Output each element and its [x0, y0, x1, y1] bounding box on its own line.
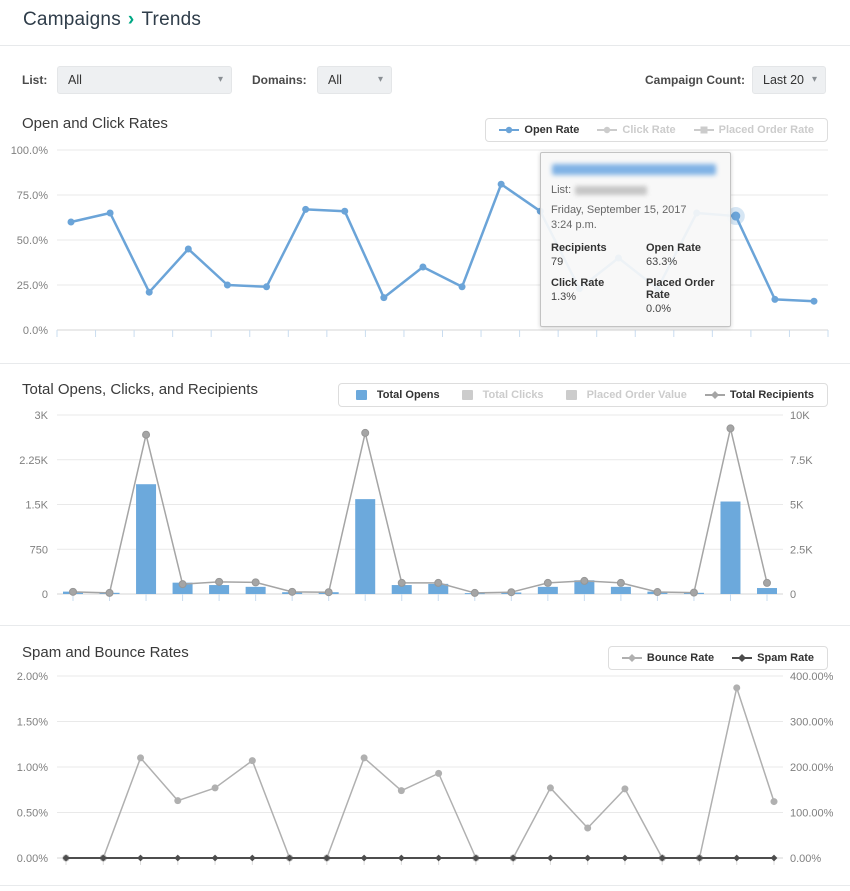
tooltip-recipients: Recipients 79: [551, 241, 607, 268]
tooltip-date-line1: Friday, September 15, 2017: [551, 204, 687, 216]
y-axis-tick-label: 0.00%: [16, 853, 48, 865]
legend-label: Click Rate: [622, 124, 676, 136]
data-point[interactable]: [547, 855, 554, 862]
legend-item-total-recipients[interactable]: [696, 389, 823, 401]
line-square-icon: [694, 125, 714, 135]
list-filter-value: All: [68, 73, 82, 87]
data-point[interactable]: [811, 298, 818, 305]
data-point[interactable]: [584, 855, 591, 862]
y-axis-right-tick-label: 10K: [790, 410, 810, 422]
data-point[interactable]: [435, 855, 442, 862]
campaign-count-value: Last 20: [763, 73, 805, 87]
data-point[interactable]: [764, 579, 771, 586]
bar: [136, 484, 156, 594]
list-filter-label: List:: [22, 73, 48, 87]
series-line: [73, 428, 767, 593]
chart3-legend: [608, 646, 828, 670]
legend-item-total-clicks[interactable]: [449, 389, 553, 401]
data-point[interactable]: [249, 757, 256, 764]
domains-filter-select[interactable]: [317, 66, 392, 94]
data-point[interactable]: [249, 855, 256, 862]
data-point[interactable]: [107, 210, 114, 217]
bar: [355, 499, 375, 594]
square-icon: [562, 390, 582, 400]
y-axis-right-tick-label: 200.00%: [790, 762, 834, 774]
chart3-title: Spam and Bounce Rates: [22, 644, 189, 661]
y-axis-tick-label: 1.50%: [16, 716, 48, 729]
bar: [538, 587, 558, 594]
legend-item-placed-order-rate[interactable]: [685, 124, 823, 136]
data-point[interactable]: [70, 588, 77, 595]
square-icon: [458, 390, 478, 400]
data-point[interactable]: [146, 289, 153, 296]
page-bottom-divider: [0, 885, 850, 886]
data-point[interactable]: [106, 589, 113, 596]
data-point[interactable]: [771, 798, 778, 805]
data-point[interactable]: [398, 855, 405, 862]
data-point[interactable]: [727, 425, 734, 432]
spam-bounce-rates-chart: [0, 668, 850, 873]
data-point[interactable]: [459, 283, 466, 290]
data-point[interactable]: [380, 294, 387, 301]
data-point[interactable]: [622, 855, 629, 862]
y-axis-tick-label: 25.0%: [16, 280, 48, 292]
bar: [757, 588, 777, 594]
data-point[interactable]: [733, 684, 740, 691]
tooltip-metrics: [551, 242, 720, 315]
data-point[interactable]: [263, 283, 270, 290]
data-point[interactable]: [216, 578, 223, 585]
y-axis-tick-label: 0.50%: [16, 807, 48, 820]
bar: [246, 587, 266, 594]
domains-filter-value: All: [328, 73, 342, 87]
section-divider: [0, 625, 850, 626]
data-point[interactable]: [508, 589, 515, 596]
chart-tooltip: [540, 152, 731, 327]
campaign-count-label: Campaign Count:: [645, 73, 745, 87]
y-axis-right-tick-label: 0.00%: [790, 853, 822, 865]
breadcrumb-chevron-icon: ›: [127, 9, 135, 30]
y-axis-tick-label: 1.5K: [25, 499, 48, 512]
line-circle-icon: [499, 125, 519, 135]
tooltip-list-label: List:: [551, 184, 572, 196]
spam-rate-series: [63, 855, 778, 862]
data-point[interactable]: [435, 579, 442, 586]
legend-label: Bounce Rate: [646, 652, 715, 664]
y-axis-right-tick-label: 5K: [790, 499, 804, 512]
data-point[interactable]: [435, 770, 442, 777]
legend-label: Placed Order Rate: [718, 124, 814, 136]
data-point[interactable]: [498, 181, 505, 188]
data-point[interactable]: [471, 589, 478, 596]
data-point[interactable]: [584, 824, 591, 831]
blurred-list-name: [575, 186, 647, 195]
data-point[interactable]: [174, 797, 181, 804]
y-axis-right-tick-label: 2.5K: [790, 544, 813, 557]
total-opens-bars: [63, 484, 777, 594]
data-point[interactable]: [361, 855, 368, 862]
legend-label: Placed Order Value: [586, 389, 687, 401]
legend-label: Open Rate: [524, 124, 580, 136]
data-point[interactable]: [212, 855, 219, 862]
y-axis-tick-label: 1.00%: [16, 762, 48, 774]
bounce-rate-series: [63, 684, 778, 861]
domains-filter-label: Domains:: [252, 73, 307, 87]
y-axis-tick-label: 0: [41, 589, 48, 601]
highlighted-data-point[interactable]: [731, 212, 740, 221]
data-point[interactable]: [544, 579, 551, 586]
chart2-legend: [338, 383, 828, 407]
data-point[interactable]: [362, 429, 369, 436]
legend-item-spam-rate[interactable]: [723, 652, 823, 664]
y-axis-tick-label: 2.00%: [16, 671, 48, 683]
data-point[interactable]: [690, 589, 697, 596]
section-divider: [0, 363, 850, 364]
legend-item-click-rate[interactable]: [588, 124, 684, 136]
header-divider: [0, 45, 850, 46]
line-diamond-icon: [732, 653, 752, 663]
chevron-down-icon: ▾: [811, 74, 817, 85]
data-point[interactable]: [212, 784, 219, 791]
y-axis-right-tick-label: 300.00%: [790, 716, 834, 729]
opens-clicks-recipients-chart: [0, 405, 850, 610]
data-point[interactable]: [581, 577, 588, 584]
line-diamond-icon: [622, 653, 642, 663]
line-circle-icon: [597, 125, 617, 135]
breadcrumb-campaigns-link[interactable]: Campaigns: [23, 9, 121, 30]
data-point[interactable]: [771, 855, 778, 862]
bar: [611, 587, 631, 594]
legend-item-total-opens[interactable]: [343, 389, 449, 401]
legend-item-open-rate[interactable]: [490, 124, 588, 136]
blurred-campaign-title: [552, 164, 716, 175]
y-axis-right-tick-label: 7.5K: [790, 454, 813, 467]
data-point[interactable]: [771, 296, 778, 303]
chevron-down-icon: ▾: [217, 74, 223, 85]
legend-label: Total Opens: [376, 389, 440, 401]
y-axis-tick-label: 2.25K: [19, 454, 48, 467]
data-point[interactable]: [341, 208, 348, 215]
data-point[interactable]: [137, 754, 144, 761]
y-axis-right-tick-label: 100.00%: [790, 807, 834, 820]
total-recipients-series: [70, 425, 771, 597]
data-point[interactable]: [289, 588, 296, 595]
tooltip-list-row: [551, 184, 720, 196]
data-point[interactable]: [302, 206, 309, 213]
list-filter-select[interactable]: [57, 66, 232, 94]
page-title: Trends: [141, 9, 202, 30]
legend-item-bounce-rate[interactable]: [613, 652, 723, 664]
series-line: [66, 688, 774, 858]
tooltip-time: 3:24 p.m.: [551, 218, 597, 231]
tooltip-date: [551, 203, 720, 233]
data-point[interactable]: [621, 785, 628, 792]
y-axis-tick-label: 75.0%: [16, 190, 48, 202]
y-axis-tick-label: 50.0%: [16, 235, 48, 247]
bar: [209, 585, 229, 594]
breadcrumb: [23, 9, 201, 31]
data-point[interactable]: [137, 855, 144, 862]
y-axis-right-tick-label: 0: [790, 589, 797, 601]
y-axis-tick-label: 3K: [34, 410, 48, 422]
square-icon: [352, 390, 372, 400]
y-axis-tick-label: 100.0%: [10, 145, 48, 157]
data-point[interactable]: [252, 579, 259, 586]
data-point[interactable]: [361, 754, 368, 761]
data-point[interactable]: [143, 431, 150, 438]
y-axis-tick-label: 750: [29, 544, 48, 557]
tooltip-placed-order-rate: Placed Order Rate 0.0%: [646, 276, 715, 315]
tooltip-open-rate: Open Rate 63.3%: [646, 241, 702, 268]
legend-label: Total Recipients: [729, 389, 814, 401]
legend-label: Total Clicks: [482, 389, 544, 401]
data-point[interactable]: [733, 855, 740, 862]
chart2-title: Total Opens, Clicks, and Recipients: [22, 381, 258, 398]
chart1-legend: [485, 118, 828, 142]
data-point[interactable]: [398, 787, 405, 794]
legend-item-placed-order-value[interactable]: [553, 389, 696, 401]
data-point[interactable]: [179, 581, 186, 588]
data-point[interactable]: [398, 579, 405, 586]
legend-label: Spam Rate: [757, 652, 814, 664]
line-diamond-icon: [705, 390, 725, 400]
data-point[interactable]: [617, 579, 624, 586]
data-point[interactable]: [547, 784, 554, 791]
data-point[interactable]: [185, 246, 192, 253]
bar: [720, 502, 740, 594]
chevron-down-icon: ▾: [377, 74, 383, 85]
y-axis-right-tick-label: 400.00%: [790, 671, 834, 683]
y-axis-tick-label: 0.0%: [22, 325, 48, 337]
data-point[interactable]: [419, 264, 426, 271]
data-point[interactable]: [174, 855, 181, 862]
data-point[interactable]: [224, 282, 231, 289]
data-point[interactable]: [68, 219, 75, 226]
campaign-count-select[interactable]: [752, 66, 826, 94]
chart1-title: Open and Click Rates: [22, 115, 168, 132]
data-point[interactable]: [654, 589, 661, 596]
data-point[interactable]: [325, 589, 332, 596]
tooltip-click-rate: Click Rate 1.3%: [551, 276, 605, 303]
